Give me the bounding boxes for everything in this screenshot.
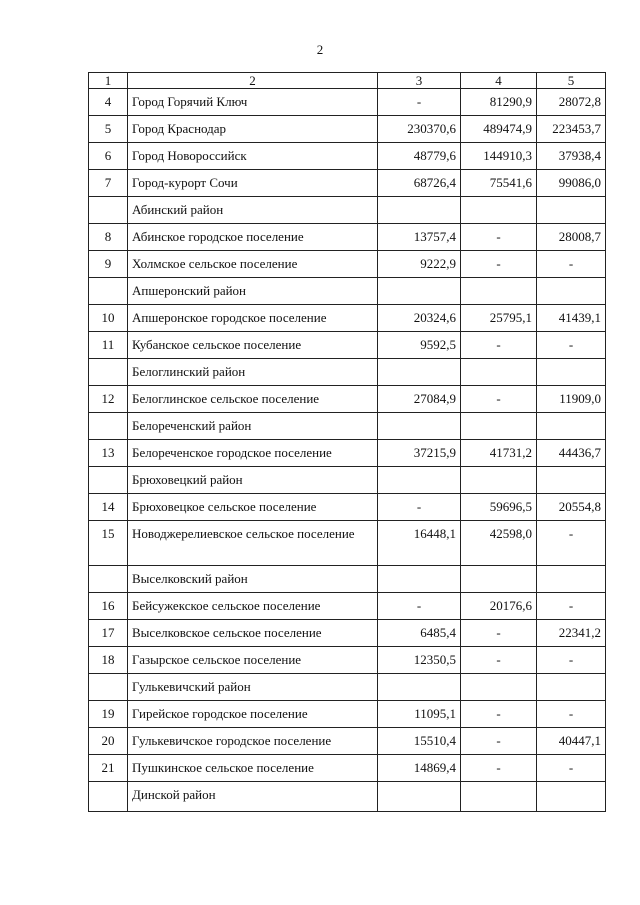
row-number-cell (89, 359, 128, 386)
settlement-name-cell: Выселковский район (128, 566, 378, 593)
settlement-name-cell: Гулькевичский район (128, 674, 378, 701)
row-number-cell: 14 (89, 494, 128, 521)
column-3-cell: 27084,9 (378, 386, 461, 413)
column-3-cell: 16448,1 (378, 521, 461, 566)
column-4-cell: 75541,6 (461, 170, 537, 197)
header-cell: 4 (461, 73, 537, 89)
settlement-name-cell: Абинский район (128, 197, 378, 224)
settlement-name-cell: Абинское городское поселение (128, 224, 378, 251)
table-row (89, 386, 606, 413)
column-5-cell: - (537, 755, 606, 782)
table-row (89, 593, 606, 620)
table-row (89, 224, 606, 251)
column-3-cell (378, 359, 461, 386)
column-3-cell: 12350,5 (378, 647, 461, 674)
column-4-cell: - (461, 251, 537, 278)
column-5-cell: - (537, 647, 606, 674)
row-number-cell: 8 (89, 224, 128, 251)
column-4-cell (461, 197, 537, 224)
row-number-cell (89, 674, 128, 701)
settlement-name-cell: Город Новороссийск (128, 143, 378, 170)
column-5-cell: 37938,4 (537, 143, 606, 170)
column-5-cell: 28072,8 (537, 89, 606, 116)
column-5-cell (537, 278, 606, 305)
settlement-name-cell: Город Горячий Ключ (128, 89, 378, 116)
column-4-cell: 41731,2 (461, 440, 537, 467)
table-row (89, 197, 606, 224)
settlement-name-cell: Город-курорт Сочи (128, 170, 378, 197)
table-row (89, 566, 606, 593)
data-table (88, 72, 606, 812)
column-5-cell (537, 566, 606, 593)
column-3-cell: 230370,6 (378, 116, 461, 143)
column-5-cell: 20554,8 (537, 494, 606, 521)
settlement-name-cell: Город Краснодар (128, 116, 378, 143)
column-3-cell: 14869,4 (378, 755, 461, 782)
table-row (89, 755, 606, 782)
table-row (89, 305, 606, 332)
row-number-cell: 11 (89, 332, 128, 359)
table-row (89, 116, 606, 143)
column-5-cell: - (537, 521, 606, 566)
row-number-cell: 16 (89, 593, 128, 620)
column-4-cell (461, 566, 537, 593)
column-5-cell (537, 674, 606, 701)
column-5-cell (537, 782, 606, 812)
header-row (89, 73, 606, 89)
column-4-cell: 42598,0 (461, 521, 537, 566)
row-number-cell: 9 (89, 251, 128, 278)
settlement-name-cell: Апшеронский район (128, 278, 378, 305)
header-cell: 2 (128, 73, 378, 89)
table-row (89, 440, 606, 467)
header-cell: 3 (378, 73, 461, 89)
column-5-cell: 11909,0 (537, 386, 606, 413)
row-number-cell (89, 413, 128, 440)
column-3-cell (378, 674, 461, 701)
settlement-name-cell: Холмское сельское поселение (128, 251, 378, 278)
table-row (89, 89, 606, 116)
row-number-cell: 18 (89, 647, 128, 674)
row-number-cell: 21 (89, 755, 128, 782)
column-4-cell: - (461, 755, 537, 782)
column-5-cell: - (537, 593, 606, 620)
settlement-name-cell: Динской район (128, 782, 378, 812)
column-4-cell: - (461, 701, 537, 728)
header-cell: 1 (89, 73, 128, 89)
table-row (89, 782, 606, 812)
row-number-cell: 5 (89, 116, 128, 143)
table-row (89, 251, 606, 278)
column-3-cell (378, 467, 461, 494)
row-number-cell: 12 (89, 386, 128, 413)
column-3-cell: 37215,9 (378, 440, 461, 467)
settlement-name-cell: Брюховецкое сельское поселение (128, 494, 378, 521)
column-4-cell: 81290,9 (461, 89, 537, 116)
table-row (89, 701, 606, 728)
column-5-cell (537, 359, 606, 386)
settlement-name-cell: Газырское сельское поселение (128, 647, 378, 674)
column-5-cell: 41439,1 (537, 305, 606, 332)
page-number: 2 (316, 42, 324, 57)
table-row (89, 413, 606, 440)
row-number-cell: 15 (89, 521, 128, 566)
column-4-cell (461, 359, 537, 386)
row-number-cell: 10 (89, 305, 128, 332)
table-row (89, 728, 606, 755)
column-4-cell: 25795,1 (461, 305, 537, 332)
settlement-name-cell: Белореченское городское поселение (128, 440, 378, 467)
column-4-cell: - (461, 386, 537, 413)
row-number-cell: 13 (89, 440, 128, 467)
column-4-cell: 489474,9 (461, 116, 537, 143)
column-4-cell: 144910,3 (461, 143, 537, 170)
row-number-cell: 7 (89, 170, 128, 197)
column-3-cell: 6485,4 (378, 620, 461, 647)
row-number-cell: 6 (89, 143, 128, 170)
column-5-cell (537, 467, 606, 494)
column-5-cell: 44436,7 (537, 440, 606, 467)
column-4-cell: - (461, 728, 537, 755)
column-3-cell: 68726,4 (378, 170, 461, 197)
row-number-cell: 20 (89, 728, 128, 755)
settlement-name-cell: Новоджерелиевское сельское поселение (128, 521, 378, 566)
settlement-name-cell: Брюховецкий район (128, 467, 378, 494)
column-4-cell: 20176,6 (461, 593, 537, 620)
column-5-cell: 40447,1 (537, 728, 606, 755)
column-4-cell: 59696,5 (461, 494, 537, 521)
row-number-cell (89, 197, 128, 224)
settlement-name-cell: Бейсужекское сельское поселение (128, 593, 378, 620)
column-5-cell: 99086,0 (537, 170, 606, 197)
column-5-cell: 223453,7 (537, 116, 606, 143)
column-3-cell (378, 413, 461, 440)
settlement-name-cell: Пушкинское сельское поселение (128, 755, 378, 782)
column-4-cell (461, 278, 537, 305)
column-5-cell: - (537, 701, 606, 728)
settlement-name-cell: Апшеронское городское поселение (128, 305, 378, 332)
column-4-cell (461, 413, 537, 440)
column-4-cell (461, 782, 537, 812)
column-3-cell (378, 782, 461, 812)
column-4-cell: - (461, 620, 537, 647)
column-3-cell: 11095,1 (378, 701, 461, 728)
table-row (89, 278, 606, 305)
column-5-cell (537, 413, 606, 440)
table-row (89, 647, 606, 674)
column-3-cell: 9592,5 (378, 332, 461, 359)
table-row (89, 674, 606, 701)
column-3-cell: - (378, 494, 461, 521)
settlement-name-cell: Гирейское городское поселение (128, 701, 378, 728)
table-row (89, 170, 606, 197)
column-3-cell: 9222,9 (378, 251, 461, 278)
table-row (89, 359, 606, 386)
settlement-name-cell: Белоглинский район (128, 359, 378, 386)
column-4-cell: - (461, 332, 537, 359)
column-4-cell (461, 674, 537, 701)
column-3-cell (378, 566, 461, 593)
column-3-cell: - (378, 593, 461, 620)
column-5-cell: 28008,7 (537, 224, 606, 251)
row-number-cell (89, 467, 128, 494)
column-5-cell: - (537, 251, 606, 278)
row-number-cell: 19 (89, 701, 128, 728)
column-4-cell: - (461, 647, 537, 674)
column-4-cell (461, 467, 537, 494)
header-cell: 5 (537, 73, 606, 89)
column-5-cell: - (537, 332, 606, 359)
table-row (89, 332, 606, 359)
column-3-cell: - (378, 89, 461, 116)
row-number-cell: 4 (89, 89, 128, 116)
row-number-cell (89, 782, 128, 812)
table-row (89, 467, 606, 494)
row-number-cell: 17 (89, 620, 128, 647)
table-row (89, 620, 606, 647)
settlement-name-cell: Кубанское сельское поселение (128, 332, 378, 359)
row-number-cell (89, 278, 128, 305)
column-4-cell: - (461, 224, 537, 251)
column-5-cell: 22341,2 (537, 620, 606, 647)
table-row (89, 521, 606, 566)
settlement-name-cell: Гулькевичское городское поселение (128, 728, 378, 755)
column-3-cell (378, 197, 461, 224)
column-5-cell (537, 197, 606, 224)
settlement-name-cell: Белоглинское сельское поселение (128, 386, 378, 413)
settlement-name-cell: Выселковское сельское поселение (128, 620, 378, 647)
table-row (89, 494, 606, 521)
row-number-cell (89, 566, 128, 593)
column-3-cell: 15510,4 (378, 728, 461, 755)
settlement-name-cell: Белореченский район (128, 413, 378, 440)
column-3-cell: 48779,6 (378, 143, 461, 170)
table-row (89, 143, 606, 170)
column-3-cell (378, 278, 461, 305)
column-3-cell: 20324,6 (378, 305, 461, 332)
column-3-cell: 13757,4 (378, 224, 461, 251)
